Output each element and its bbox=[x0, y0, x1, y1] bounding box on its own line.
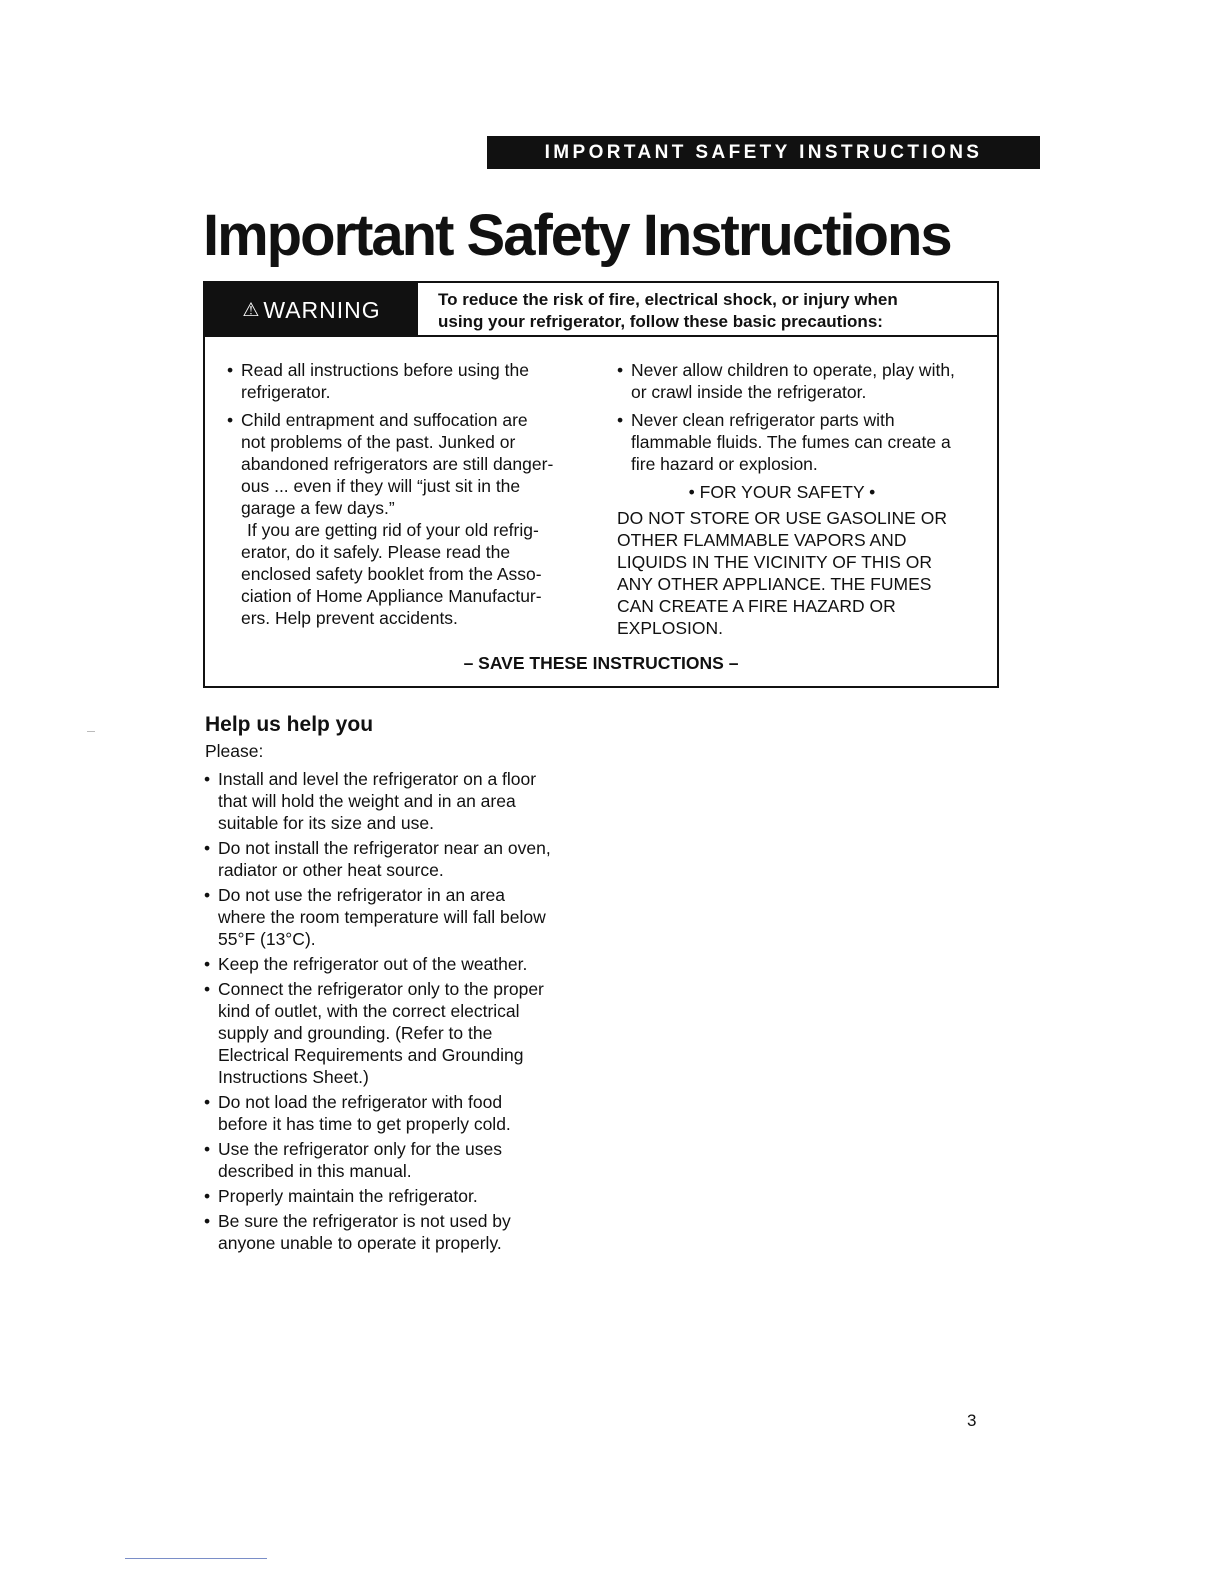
item-line: Keep the refrigerator out of the weather. bbox=[218, 954, 528, 974]
list-item bbox=[204, 1138, 604, 1182]
help-please: Please: bbox=[205, 741, 264, 761]
warning-item bbox=[227, 359, 587, 403]
list-item bbox=[204, 1185, 604, 1207]
page-title: Important Safety Instructions bbox=[203, 203, 951, 268]
item-line: or crawl inside the refrigerator. bbox=[631, 382, 867, 402]
list-item bbox=[204, 953, 604, 975]
item-line: garage a few days.” bbox=[241, 498, 395, 518]
bullet-icon: • bbox=[227, 360, 234, 380]
item-line: before it has time to get properly cold. bbox=[218, 1114, 511, 1134]
item-line: enclosed safety booklet from the Asso- bbox=[241, 564, 542, 584]
list-item bbox=[204, 884, 604, 950]
item-line: If you are getting rid of your old refrig- bbox=[247, 520, 539, 540]
item-line: kind of outlet, with the correct electrical bbox=[218, 1001, 520, 1021]
help-list bbox=[204, 768, 604, 1257]
item-line: supply and grounding. (Refer to the bbox=[218, 1023, 493, 1043]
item-line: Child entrapment and suffocation are bbox=[241, 410, 528, 430]
warning-triangle-icon: ⚠ bbox=[242, 299, 261, 321]
item-line: ous ... even if they will “just sit in the bbox=[241, 476, 521, 496]
help-heading: Help us help you bbox=[205, 713, 374, 736]
item-line: erator, do it safely. Please read the bbox=[241, 542, 511, 562]
item-line: Do not load the refrigerator with food bbox=[218, 1092, 503, 1112]
item-line: ciation of Home Appliance Manufactur- bbox=[241, 586, 542, 606]
item-line: ers. Help prevent accidents. bbox=[241, 608, 458, 628]
item-line: abandoned refrigerators are still danger- bbox=[241, 454, 554, 474]
item-line: where the room temperature will fall below bbox=[218, 907, 546, 927]
caps-line: LIQUIDS IN THE VICINITY OF THIS OR bbox=[617, 552, 933, 572]
bullet-icon: • bbox=[204, 1139, 211, 1159]
page-number: 3 bbox=[967, 1411, 977, 1430]
item-line: Never clean refrigerator parts with bbox=[631, 410, 895, 430]
caps-line: OTHER FLAMMABLE VAPORS AND bbox=[617, 530, 907, 550]
item-line: flammable fluids. The fumes can create a bbox=[631, 432, 951, 452]
caps-line: DO NOT STORE OR USE GASOLINE OR bbox=[617, 508, 947, 528]
item-line: fire hazard or explosion. bbox=[631, 454, 818, 474]
list-item bbox=[204, 1091, 604, 1135]
item-line: Electrical Requirements and Grounding bbox=[218, 1045, 524, 1065]
bullet-icon: • bbox=[204, 838, 211, 858]
warning-item-continuation bbox=[227, 519, 587, 629]
bullet-icon: • bbox=[617, 410, 624, 430]
warning-item bbox=[617, 409, 997, 475]
warning-intro bbox=[418, 283, 997, 337]
item-line: Properly maintain the refrigerator. bbox=[218, 1186, 478, 1206]
caps-line: CAN CREATE A FIRE HAZARD OR bbox=[617, 596, 896, 616]
bullet-icon: • bbox=[204, 885, 211, 905]
item-line: suitable for its size and use. bbox=[218, 813, 434, 833]
bullet-icon: • bbox=[204, 979, 211, 999]
warning-intro-line: using your refrigerator, follow these basic precautions: bbox=[438, 312, 883, 331]
item-line: anyone unable to operate it properly. bbox=[218, 1233, 502, 1253]
caps-line: ANY OTHER APPLIANCE. THE FUMES bbox=[617, 574, 932, 594]
list-item bbox=[204, 837, 604, 881]
warning-intro-line: To reduce the risk of fire, electrical shock, or injury when bbox=[438, 290, 898, 309]
bullet-icon: • bbox=[204, 769, 211, 789]
list-item bbox=[204, 1210, 604, 1254]
list-item bbox=[204, 978, 604, 1088]
item-line: described in this manual. bbox=[218, 1161, 412, 1181]
warning-right-column bbox=[617, 359, 997, 639]
warning-label bbox=[205, 283, 418, 337]
item-line: not problems of the past. Junked or bbox=[241, 432, 516, 452]
item-line: Do not install the refrigerator near an oven, bbox=[218, 838, 551, 858]
bullet-icon: • bbox=[204, 1186, 211, 1206]
bullet-icon: • bbox=[204, 954, 211, 974]
item-line: 55°F (13°C). bbox=[218, 929, 316, 949]
save-instructions: – SAVE THESE INSTRUCTIONS – bbox=[463, 653, 739, 673]
item-line: Connect the refrigerator only to the proper bbox=[218, 979, 544, 999]
warning-box bbox=[203, 281, 999, 688]
bullet-icon: • bbox=[204, 1211, 211, 1231]
warning-label-text: WARNING bbox=[263, 296, 381, 323]
bullet-icon: • bbox=[617, 360, 624, 380]
warning-left-column bbox=[227, 359, 587, 629]
warning-item bbox=[227, 409, 587, 519]
item-line: Read all instructions before using the bbox=[241, 360, 529, 380]
item-line: that will hold the weight and in an area bbox=[218, 791, 516, 811]
bullet-icon: • bbox=[204, 1092, 211, 1112]
item-line: Be sure the refrigerator is not used by bbox=[218, 1211, 511, 1231]
section-header-bar: IMPORTANT SAFETY INSTRUCTIONS bbox=[487, 136, 1040, 169]
warning-item bbox=[617, 359, 997, 403]
item-line: Install and level the refrigerator on a floor bbox=[218, 769, 537, 789]
item-line: Never allow children to operate, play with, bbox=[631, 360, 955, 380]
item-line: Use the refrigerator only for the uses bbox=[218, 1139, 503, 1159]
for-your-safety: • FOR YOUR SAFETY • bbox=[688, 482, 876, 502]
safety-caps-notice bbox=[617, 507, 997, 639]
footer-rule bbox=[125, 1558, 267, 1559]
margin-mark bbox=[87, 731, 95, 732]
list-item bbox=[204, 768, 604, 834]
item-line: radiator or other heat source. bbox=[218, 860, 444, 880]
item-line: Do not use the refrigerator in an area bbox=[218, 885, 505, 905]
caps-line: EXPLOSION. bbox=[617, 618, 724, 638]
item-line: Instructions Sheet.) bbox=[218, 1067, 369, 1087]
item-line: refrigerator. bbox=[241, 382, 331, 402]
bullet-icon: • bbox=[227, 410, 234, 430]
